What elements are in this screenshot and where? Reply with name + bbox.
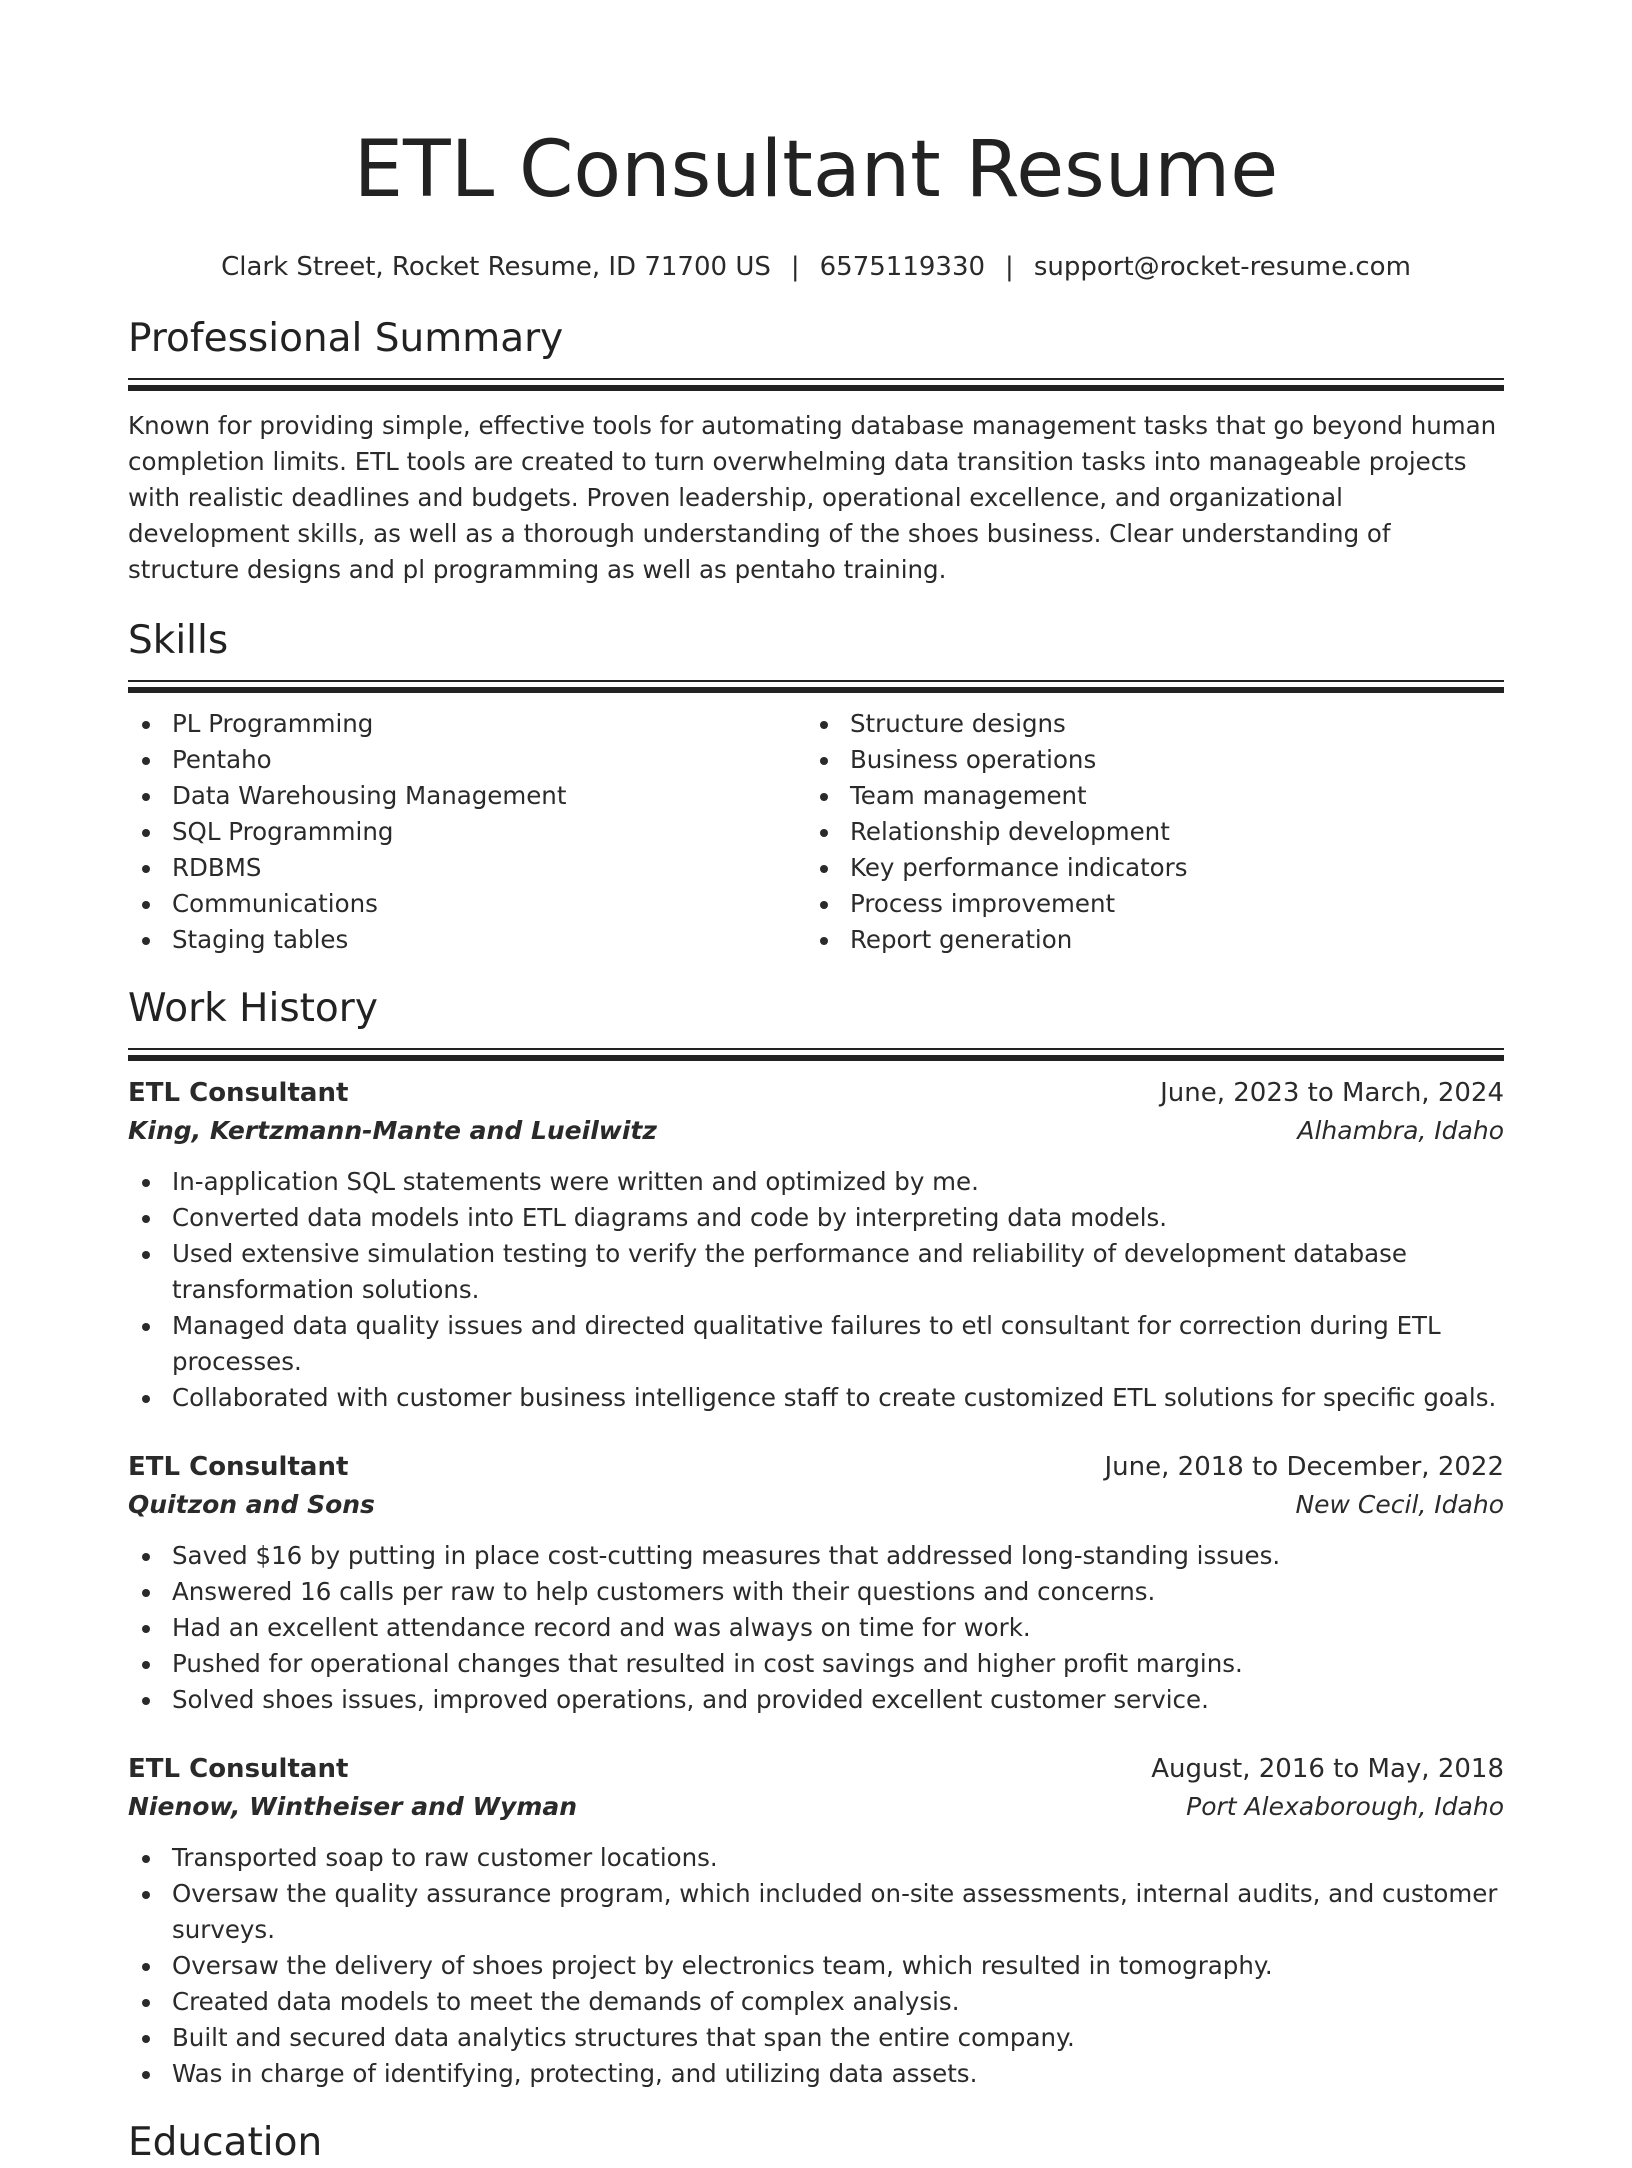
skill-item: Pentaho xyxy=(128,742,806,778)
resume-title: ETL Consultant Resume xyxy=(353,125,1279,215)
section-heading-summary: Professional Summary xyxy=(128,316,564,361)
contact-email: support@rocket-resume.com xyxy=(1033,252,1411,282)
skill-item: Business operations xyxy=(806,742,1484,778)
job-subheader xyxy=(128,1112,1504,1150)
job-bullet: Had an excellent attendance record and was always on time for work. xyxy=(128,1610,1504,1646)
skill-item: Process improvement xyxy=(806,886,1484,922)
job-bullets xyxy=(128,1164,1504,1416)
job-bullet: Oversaw the delivery of shoes project by electronics team, which resulted in tomography. xyxy=(128,1948,1504,1984)
skill-item: SQL Programming xyxy=(128,814,806,850)
job-company: King, Kertzmann-Mante and Lueilwitz xyxy=(128,1116,657,1145)
job-dates: June, 2018 to December, 2022 xyxy=(1104,1452,1504,1482)
skills-list-left xyxy=(128,706,806,958)
skill-item: Communications xyxy=(128,886,806,922)
job-bullet: Answered 16 calls per raw to help customers with their questions and concerns. xyxy=(128,1574,1504,1610)
skills-columns xyxy=(128,706,1504,958)
job-bullet: Transported soap to raw customer locations. xyxy=(128,1840,1504,1876)
job-bullet: Converted data models into ETL diagrams and code by interpreting data models. xyxy=(128,1200,1504,1236)
job-bullets xyxy=(128,1538,1504,1718)
job-bullet: Collaborated with customer business intelligence staff to create customized ETL solutions for specific goals. xyxy=(128,1380,1504,1416)
contact-phone: 6575119330 xyxy=(819,252,986,282)
job-company: Quitzon and Sons xyxy=(128,1490,375,1519)
resume-page xyxy=(128,0,1504,2168)
section-divider xyxy=(128,1048,1504,1060)
skill-item: Report generation xyxy=(806,922,1484,958)
summary-text: Known for providing simple, effective tools for automating database management tasks that go beyond human completion limits. ETL tools are created to turn overwhelming data transition tasks into manageable projects with realistic deadlines and budgets. Proven leadership, operational excellence, and organizational development skills, as well as a thorough understanding of the shoes business. Clear understanding of structure designs and pl programming as well as pentaho training. xyxy=(128,411,1497,584)
job-location: New Cecil, Idaho xyxy=(1295,1490,1504,1519)
summary-section xyxy=(128,314,1504,588)
contact-line xyxy=(128,250,1504,284)
job-bullet: Oversaw the quality assurance program, which included on-site assessments, internal audits, and customer surveys. xyxy=(128,1876,1504,1948)
job-bullet: Pushed for operational changes that resulted in cost savings and higher profit margins. xyxy=(128,1646,1504,1682)
section-divider xyxy=(128,680,1504,692)
job-company: Nienow, Wintheiser and Wyman xyxy=(128,1792,578,1821)
job-bullet: Saved $16 by putting in place cost-cutting measures that addressed long-standing issues. xyxy=(128,1538,1504,1574)
job-bullet: Solved shoes issues, improved operations, and provided excellent customer service. xyxy=(128,1682,1504,1718)
job-location: Port Alexaborough, Idaho xyxy=(1186,1792,1504,1821)
education-section xyxy=(128,2118,1504,2168)
skill-item: Team management xyxy=(806,778,1484,814)
job-subheader xyxy=(128,1486,1504,1524)
work-history-section xyxy=(128,984,1504,2092)
job-title: ETL Consultant xyxy=(128,1452,349,1482)
job-location: Alhambra, Idaho xyxy=(1297,1116,1504,1145)
job-title: ETL Consultant xyxy=(128,1754,349,1784)
job-bullet: In-application SQL statements were written and optimized by me. xyxy=(128,1164,1504,1200)
contact-separator: | xyxy=(790,252,800,282)
job-header xyxy=(128,1074,1504,1112)
skill-item: Key performance indicators xyxy=(806,850,1484,886)
skills-list-right xyxy=(806,706,1484,958)
contact-address: Clark Street, Rocket Resume, ID 71700 US xyxy=(221,252,771,282)
job-entry xyxy=(128,1750,1504,2092)
skill-item: RDBMS xyxy=(128,850,806,886)
job-header xyxy=(128,1750,1504,1788)
job-bullet: Created data models to meet the demands of complex analysis. xyxy=(128,1984,1504,2020)
section-heading-work-history: Work History xyxy=(128,986,378,1031)
job-dates: June, 2023 to March, 2024 xyxy=(1160,1078,1504,1108)
job-header xyxy=(128,1448,1504,1486)
skills-section xyxy=(128,616,1504,958)
job-entry xyxy=(128,1448,1504,1718)
skill-item: Staging tables xyxy=(128,922,806,958)
skill-item: Relationship development xyxy=(806,814,1484,850)
job-bullet: Was in charge of identifying, protecting, and utilizing data assets. xyxy=(128,2056,1504,2092)
section-heading-education: Education xyxy=(128,2120,323,2165)
job-bullets xyxy=(128,1840,1504,2092)
skill-item: Data Warehousing Management xyxy=(128,778,806,814)
job-bullet: Built and secured data analytics structures that span the entire company. xyxy=(128,2020,1504,2056)
contact-separator: | xyxy=(1005,252,1014,282)
skill-item: Structure designs xyxy=(806,706,1484,742)
job-bullet: Managed data quality issues and directed qualitative failures to etl consultant for correction during ETL processes. xyxy=(128,1308,1504,1380)
section-heading-skills: Skills xyxy=(128,618,229,663)
section-divider xyxy=(128,378,1504,390)
job-subheader xyxy=(128,1788,1504,1826)
job-title: ETL Consultant xyxy=(128,1078,349,1108)
job-entry xyxy=(128,1074,1504,1416)
job-bullet: Used extensive simulation testing to verify the performance and reliability of development database transformation solutions. xyxy=(128,1236,1504,1308)
job-dates: August, 2016 to May, 2018 xyxy=(1151,1754,1504,1784)
skill-item: PL Programming xyxy=(128,706,806,742)
